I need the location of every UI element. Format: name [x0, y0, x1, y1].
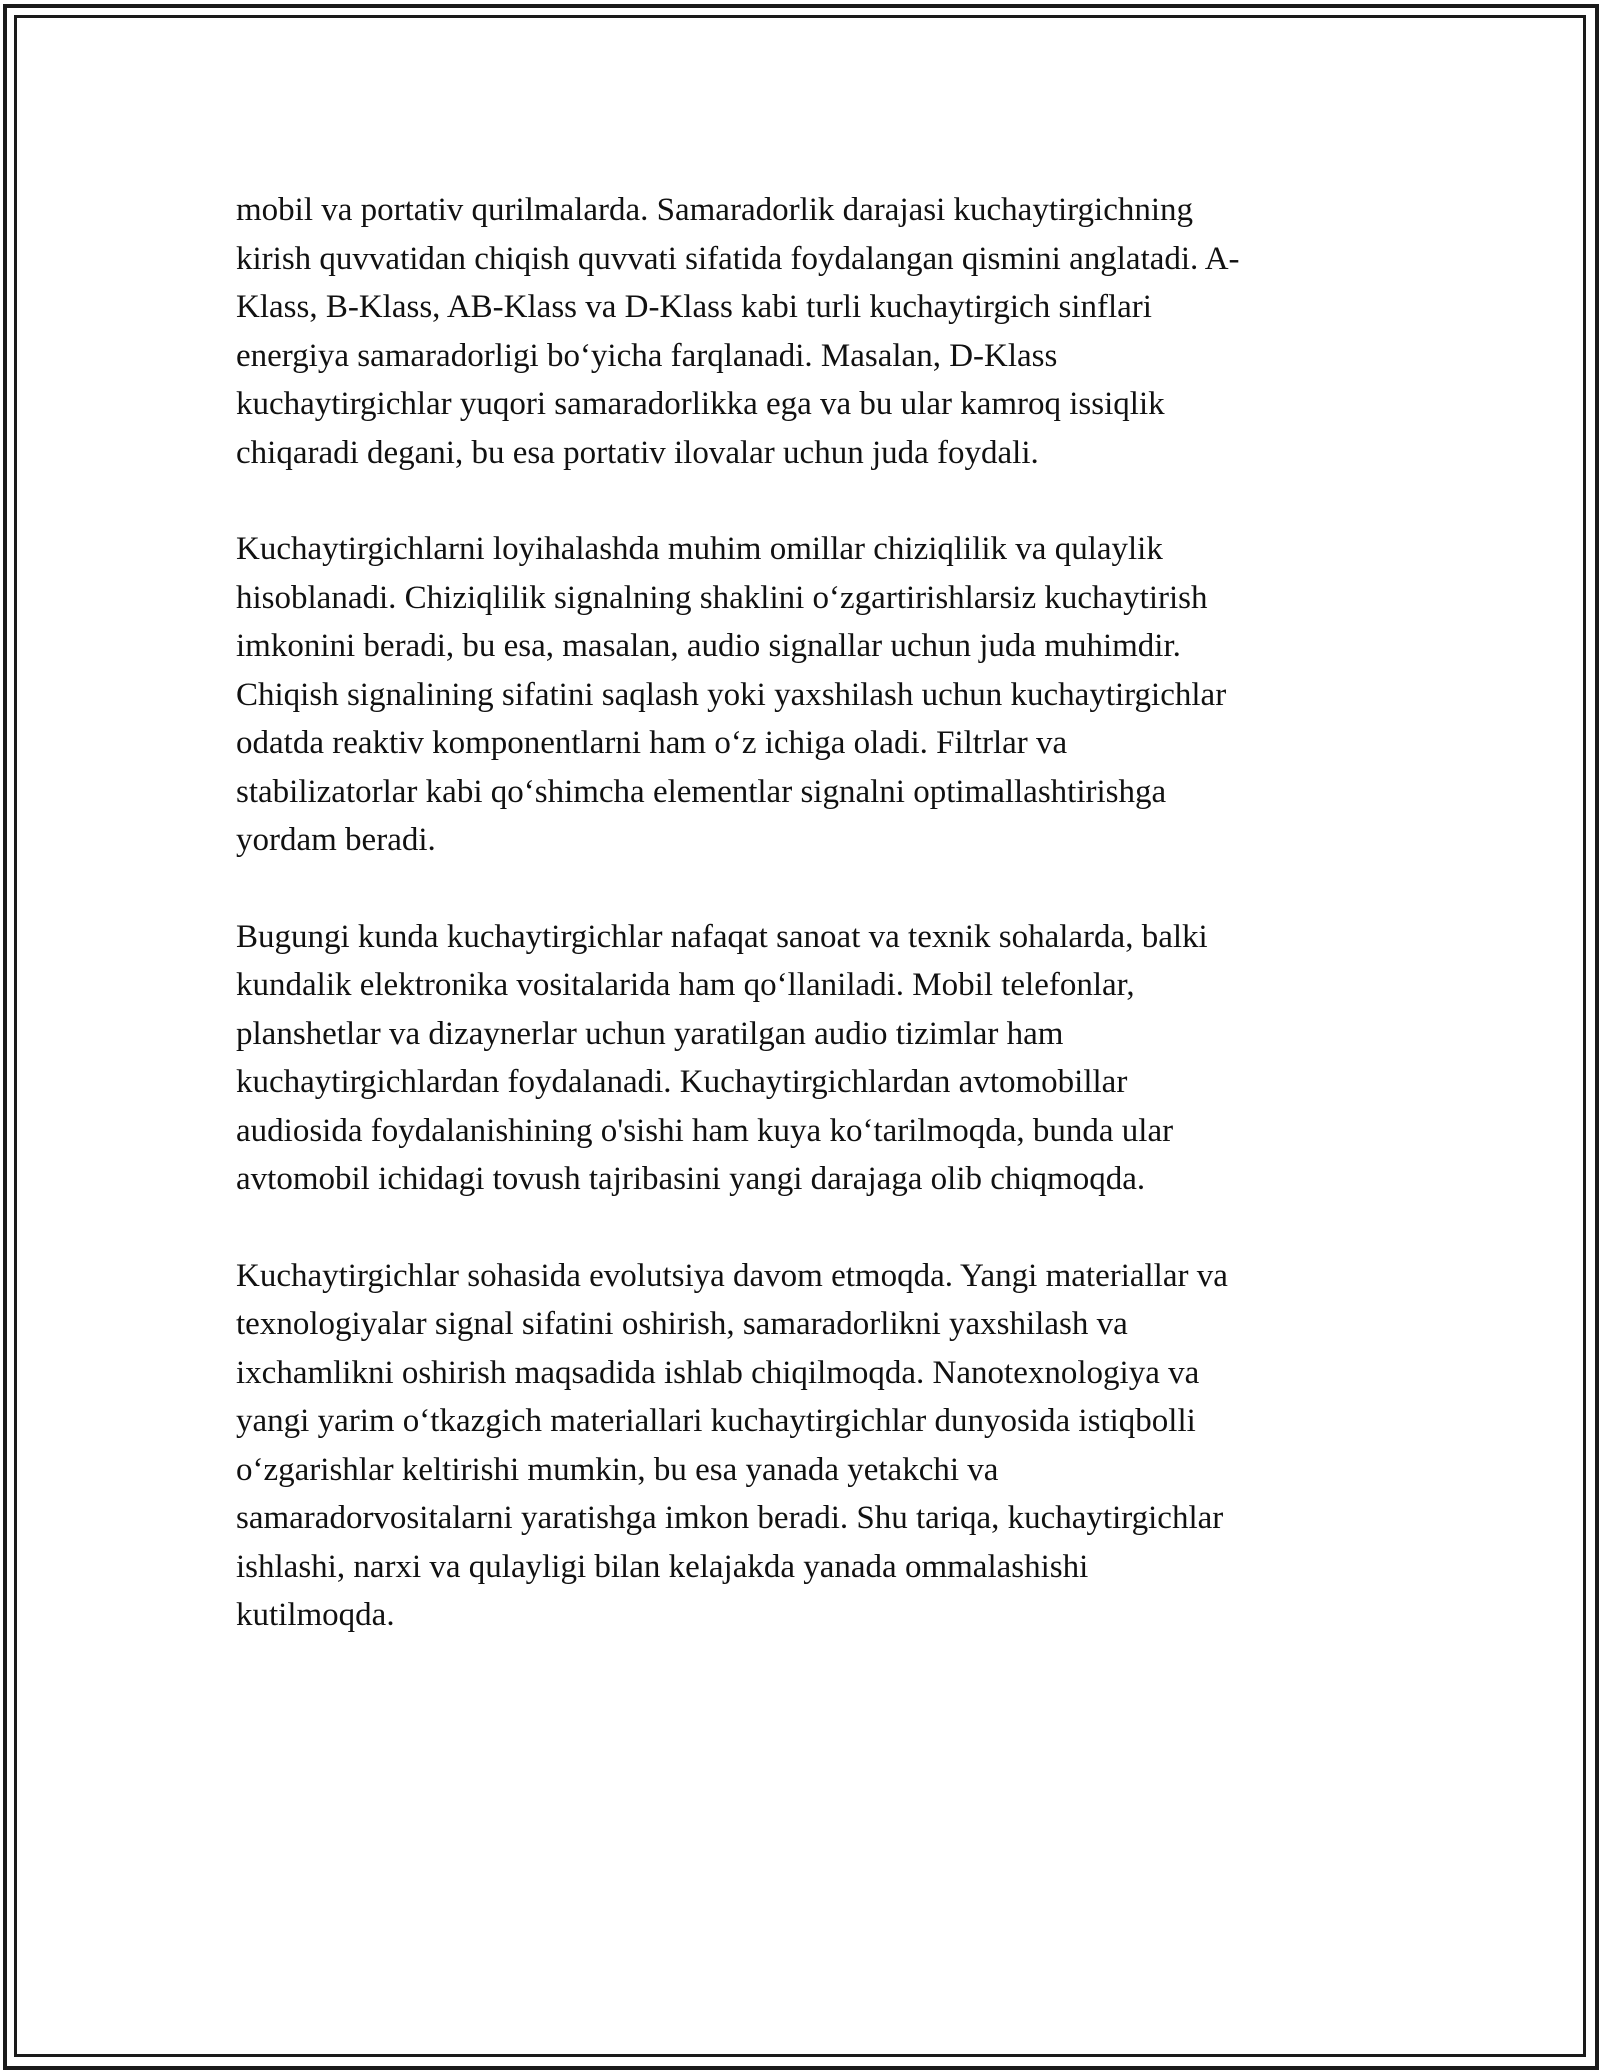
text-line: yordam beradi. [236, 822, 436, 858]
text-line: kundalik elektronika vositalarida ham qo‘llaniladi. Mobil telefonlar, [236, 967, 1135, 1003]
text-line: mobil va portativ qurilmalarda. Samaradorlik darajasi kuchaytirgichning [236, 192, 1194, 228]
text-line: samaradorvositalarni yaratishga imkon beradi. Shu tariqa, kuchaytirgichlar [236, 1500, 1224, 1536]
text-line: texnologiyalar signal sifatini oshirish, samaradorlikni yaxshilash va [236, 1306, 1128, 1342]
text-line: stabilizatorlar kabi qo‘shimcha elementlar signalni optimallashtirishga [236, 773, 1167, 810]
paragraph-efficiency [236, 186, 1366, 477]
text-line: Kuchaytirgichlar sohasida evolutsiya davom etmoqda. Yangi materiallar va [236, 1257, 1228, 1294]
text-line: Bugungi kunda kuchaytirgichlar nafaqat sanoat va texnik sohalarda, balki [236, 918, 1208, 955]
paragraph-evolution [236, 1252, 1366, 1640]
paragraph-linearity [236, 525, 1366, 865]
text-line: energiya samaradorligi bo‘yicha farqlanadi. Masalan, D-Klass [236, 337, 1058, 374]
text-line: audiosida foydalanishining o'sishi ham kuya ko‘tarilmoqda, bunda ular [236, 1112, 1174, 1149]
text-line: hisoblanadi. Chiziqlilik signalning shaklini o‘zgartirishlarsiz kuchaytirish [236, 579, 1208, 616]
text-line: kuchaytirgichlar yuqori samaradorlikka ega va bu ular kamroq issiqlik [236, 386, 1165, 422]
text-line: imkonini beradi, bu esa, masalan, audio signallar uchun juda muhimdir. [236, 628, 1181, 664]
text-line: Klass, B-Klass, AB-Klass va D-Klass kabi turli kuchaytirgich sinflari [236, 289, 1152, 325]
text-line: avtomobil ichidagi tovush tajribasini yangi darajaga olib chiqmoqda. [236, 1161, 1146, 1197]
text-line: Chiqish signalining sifatini saqlash yoki yaxshilash uchun kuchaytirgichlar [236, 676, 1227, 713]
text-line: kutilmoqda. [236, 1597, 395, 1633]
text-line: yangi yarim o‘tkazgich materiallari kuchaytirgichlar dunyosida istiqbolli [236, 1403, 1196, 1439]
document-body [236, 186, 1366, 1688]
text-line: kuchaytirgichlardan foydalanadi. Kuchaytirgichlardan avtomobillar [236, 1064, 1128, 1100]
text-line: Kuchaytirgichlarni loyihalashda muhim omillar chiziqlilik va qulaylik [236, 531, 1163, 567]
paragraph-applications [236, 913, 1366, 1204]
text-line: odatda reaktiv komponentlarni ham o‘z ichiga oladi. Filtrlar va [236, 725, 1068, 761]
text-line: kirish quvvatidan chiqish quvvati sifatida foydalangan qismini anglatadi. A- [236, 240, 1240, 277]
text-line: chiqaradi degani, bu esa portativ ilovalar uchun juda foydali. [236, 434, 1039, 471]
text-line: ixchamlikni oshirish maqsadida ishlab chiqilmoqda. Nanotexnologiya va [236, 1354, 1200, 1391]
text-line: planshetlar va dizaynerlar uchun yaratilgan audio tizimlar ham [236, 1015, 1064, 1052]
text-line: ishlashi, narxi va qulayligi bilan kelajakda yanada ommalashishi [236, 1548, 1089, 1585]
text-line: o‘zgarishlar keltirishi mumkin, bu esa yanada yetakchi va [236, 1451, 999, 1488]
